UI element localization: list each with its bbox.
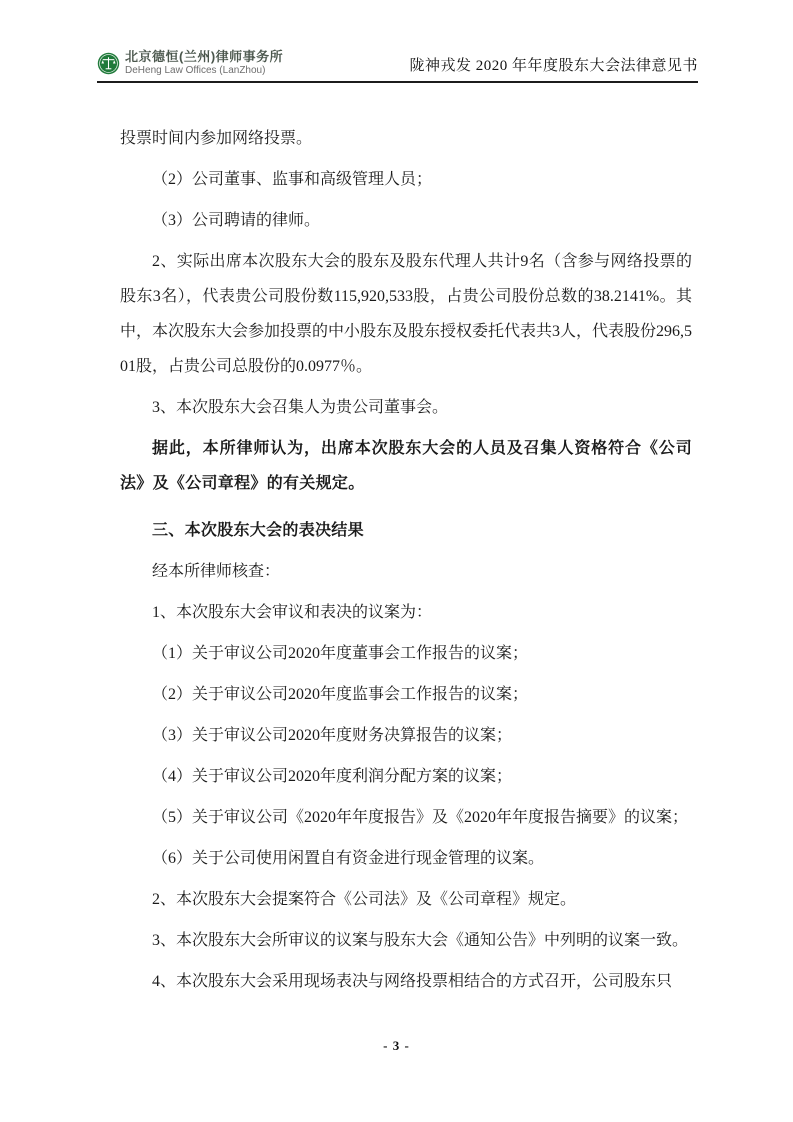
paragraph: （4）关于审议公司2020年度利润分配方案的议案； [152, 768, 513, 785]
paragraph: （2）公司董事、监事和高级管理人员； [152, 171, 433, 188]
paragraph: （3）公司聘请的律师。 [152, 212, 321, 229]
firm-name-cn: 北京德恒(兰州)律师事务所 [125, 49, 284, 64]
firm-name-en: DeHeng Law Offices (LanZhou) [125, 64, 266, 76]
paragraph: 投票时间内参加网络投票。 [120, 130, 313, 147]
paragraph: （1）关于审议公司2020年度董事会工作报告的议案； [152, 645, 529, 662]
paragraph: 4、本次股东大会采用现场表决与网络投票相结合的方式召开，公司股东只 [152, 973, 673, 990]
paragraph: 1、本次股东大会审议和表决的议案为： [152, 604, 433, 621]
document-title: 陇神戎发 2020 年年度股东大会法律意见书 [409, 58, 698, 75]
paragraph: 2、本次股东大会提案符合《公司法》及《公司章程》规定。 [152, 891, 577, 908]
page-footer [0, 1038, 793, 1054]
firm-names [125, 50, 283, 76]
page-number: - 3 - [383, 1038, 410, 1053]
paragraph: 经本所律师核查： [152, 563, 281, 580]
paragraph: （2）关于审议公司2020年度监事会工作报告的议案； [152, 686, 529, 703]
paragraph: （6）关于公司使用闲置自有资金进行现金管理的议案。 [152, 850, 545, 867]
deheng-logo-scales-icon [97, 52, 120, 75]
document-body [120, 121, 692, 1005]
law-firm-block [97, 50, 283, 76]
paragraph: 3、本次股东大会召集人为贵公司董事会。 [152, 399, 449, 416]
paragraph: （3）关于审议公司2020年度财务决算报告的议案； [152, 727, 513, 744]
page-header [97, 50, 698, 83]
section-heading: 三、本次股东大会的表决结果 [152, 522, 364, 539]
paragraph: 2、实际出席本次股东大会的股东及股东代理人共计9名（含参与网络投票的股东3名），代表贵公司股份数115,920,533股，占贵公司股份总数的38.2141%。其中，本次股东大会参加投票的中小股东及股东授权委托代表共3人，代表股份296,501股，占贵公司总股份的0.0977％。 [120, 253, 693, 375]
paragraph: 据此，本所律师认为，出席本次股东大会的人员及召集人资格符合《公司法》及《公司章程》的有关规定。 [120, 440, 692, 492]
paragraph: （5）关于审议公司《2020年年度报告》及《2020年年度报告摘要》的议案； [152, 809, 689, 826]
paragraph: 3、本次股东大会所审议的议案与股东大会《通知公告》中列明的议案一致。 [152, 932, 689, 949]
